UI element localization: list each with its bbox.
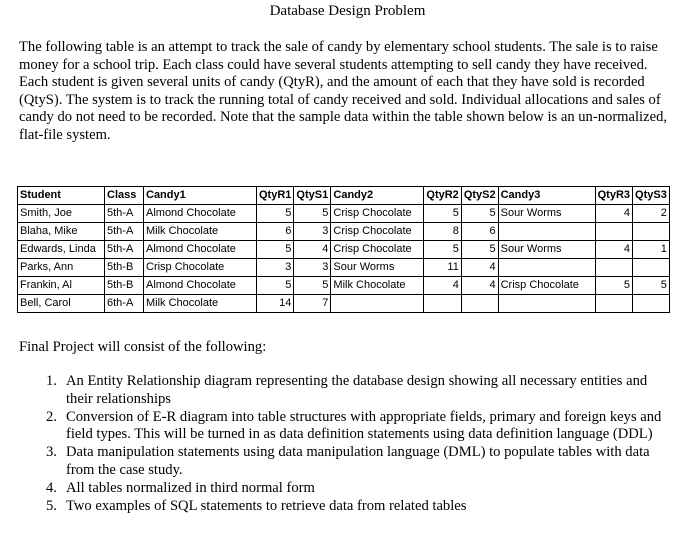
candy-sales-table (17, 186, 670, 313)
cell-qtys1: 7 (294, 295, 331, 313)
header-student: Student (18, 187, 105, 205)
cell-qtys3: 5 (633, 277, 670, 295)
cell-class: 6th-A (105, 295, 144, 313)
cell-candy2: Milk Chocolate (331, 277, 424, 295)
header-qtyr2: QtyR2 (424, 187, 461, 205)
cell-candy1: Almond Chocolate (144, 241, 257, 259)
list-item-number: 5. (46, 497, 57, 514)
cell-qtyr3: 5 (595, 277, 632, 295)
cell-class: 5th-A (105, 223, 144, 241)
table-row (18, 241, 670, 259)
header-class: Class (105, 187, 144, 205)
list-item-text: All tables normalized in third normal form (66, 479, 315, 496)
list-item-text: Two examples of SQL statements to retrieve data from related tables (66, 497, 467, 514)
cell-qtys3 (633, 259, 670, 277)
cell-candy1: Almond Chocolate (144, 205, 257, 223)
cell-candy2: Crisp Chocolate (331, 205, 424, 223)
cell-qtys2: 4 (461, 277, 498, 295)
cell-candy3: Crisp Chocolate (498, 277, 595, 295)
cell-qtys3: 1 (633, 241, 670, 259)
cell-qtys2: 4 (461, 259, 498, 277)
cell-class: 5th-A (105, 241, 144, 259)
cell-qtyr1: 14 (257, 295, 294, 313)
cell-student: Bell, Carol (18, 295, 105, 313)
cell-qtys1: 4 (294, 241, 331, 259)
cell-qtyr2: 5 (424, 241, 461, 259)
cell-student: Smith, Joe (18, 205, 105, 223)
final-project-heading: Final Project will consist of the following: (19, 339, 267, 355)
list-item-number: 3. (46, 444, 57, 461)
cell-qtyr3 (595, 223, 632, 241)
list-item-text: Conversion of E-R diagram into table structures with appropriate fields, primary and foreign keys and field types. This will be turned in as data definition statements using data definition language (DDL) (66, 408, 662, 443)
cell-student: Blaha, Mike (18, 223, 105, 241)
cell-student: Frankin, Al (18, 277, 105, 295)
cell-qtyr2: 11 (424, 259, 461, 277)
table-row (18, 259, 670, 277)
cell-student: Parks, Ann (18, 259, 105, 277)
cell-class: 5th-B (105, 277, 144, 295)
list-item (46, 373, 676, 409)
cell-candy2: Sour Worms (331, 259, 424, 277)
list-item (46, 480, 676, 498)
cell-candy3: Sour Worms (498, 241, 595, 259)
intro-paragraph: The following table is an attempt to track the sale of candy by elementary school students. The sale is to raise money for a school trip. Each class could have several students attempting to sell candy they have received. Each student is given several units of candy (QtyR), and the amount of each that they have sold is recorded (QtyS). The system is to track the running total of candy received and sold. Individual allocations and sales of candy do not need to be recorded. Note that the sample data within the table shown below is an un-normalized, flat-file system. (19, 39, 668, 143)
cell-qtyr1: 6 (257, 223, 294, 241)
cell-candy2: Crisp Chocolate (331, 241, 424, 259)
cell-class: 5th-A (105, 205, 144, 223)
cell-qtys3 (633, 295, 670, 313)
table-header-row (18, 187, 670, 205)
list-item-number: 4. (46, 479, 57, 496)
cell-qtys1: 3 (294, 223, 331, 241)
cell-candy1: Milk Chocolate (144, 223, 257, 241)
list-item (46, 409, 676, 445)
header-candy1: Candy1 (144, 187, 257, 205)
cell-candy1: Crisp Chocolate (144, 259, 257, 277)
cell-student: Edwards, Linda (18, 241, 105, 259)
table-row (18, 223, 670, 241)
cell-candy3 (498, 223, 595, 241)
cell-qtys1: 3 (294, 259, 331, 277)
list-item (46, 498, 676, 516)
cell-qtys1: 5 (294, 277, 331, 295)
table-row (18, 277, 670, 295)
table-row (18, 205, 670, 223)
cell-candy1: Almond Chocolate (144, 277, 257, 295)
cell-qtyr3: 4 (595, 241, 632, 259)
cell-qtyr3 (595, 259, 632, 277)
header-candy2: Candy2 (331, 187, 424, 205)
cell-qtys2: 6 (461, 223, 498, 241)
table-row (18, 295, 670, 313)
cell-qtys2 (461, 295, 498, 313)
header-qtyr3: QtyR3 (595, 187, 632, 205)
cell-candy2 (331, 295, 424, 313)
cell-candy2: Crisp Chocolate (331, 223, 424, 241)
header-qtys3: QtyS3 (633, 187, 670, 205)
cell-candy3: Sour Worms (498, 205, 595, 223)
cell-candy1: Milk Chocolate (144, 295, 257, 313)
cell-qtyr1: 5 (257, 241, 294, 259)
cell-qtys1: 5 (294, 205, 331, 223)
header-qtys1: QtyS1 (294, 187, 331, 205)
cell-candy3 (498, 295, 595, 313)
cell-qtyr2: 8 (424, 223, 461, 241)
cell-qtys2: 5 (461, 205, 498, 223)
cell-qtyr3: 4 (595, 205, 632, 223)
list-item-number: 1. (46, 373, 57, 389)
cell-class: 5th-B (105, 259, 144, 277)
header-qtyr1: QtyR1 (257, 187, 294, 205)
list-item-text: Data manipulation statements using data manipulation language (DML) to populate tables with data from the case study. (66, 444, 650, 478)
list-item (46, 444, 676, 480)
cell-qtyr2 (424, 295, 461, 313)
header-candy3: Candy3 (498, 187, 595, 205)
requirements-list (46, 373, 676, 515)
cell-qtyr1: 3 (257, 259, 294, 277)
cell-qtyr2: 5 (424, 205, 461, 223)
list-item-number: 2. (46, 408, 57, 425)
cell-qtyr1: 5 (257, 277, 294, 295)
cell-qtyr3 (595, 295, 632, 313)
cell-qtyr2: 4 (424, 277, 461, 295)
cell-qtys3 (633, 223, 670, 241)
header-qtys2: QtyS2 (461, 187, 498, 205)
cell-candy3 (498, 259, 595, 277)
cell-qtys3: 2 (633, 205, 670, 223)
cell-qtyr1: 5 (257, 205, 294, 223)
cell-qtys2: 5 (461, 241, 498, 259)
list-item-text: An Entity Relationship diagram representing the database design showing all necessary entities and their relationships (66, 373, 648, 407)
page-title: Database Design Problem (269, 3, 426, 19)
